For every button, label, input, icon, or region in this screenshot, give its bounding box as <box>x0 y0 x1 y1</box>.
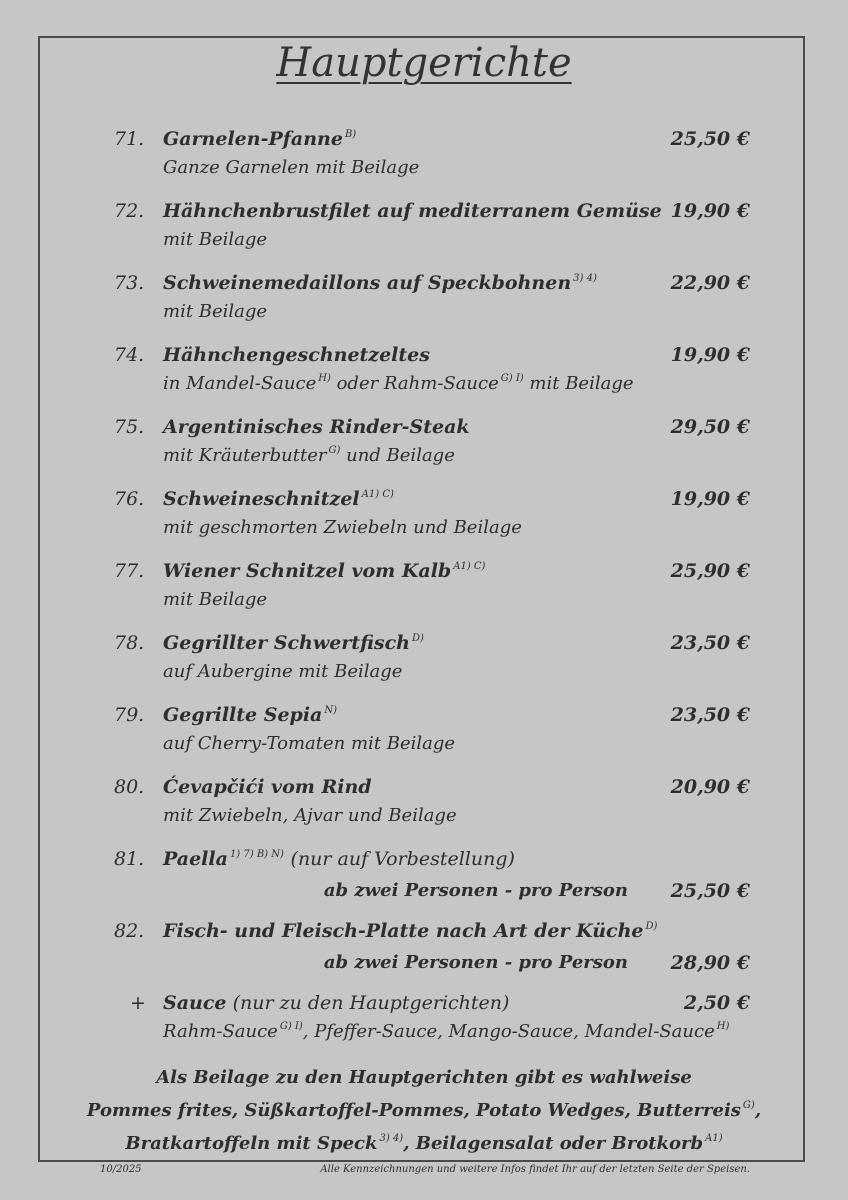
item-description: in Mandel-Sauce $^{H)}$ oder Rahm-Sauce $^{G) I)}$ mit Beilage <box>163 373 634 394</box>
item-number: 81. <box>114 848 145 870</box>
item-price: 23,50 € <box>670 632 750 654</box>
item-number: 77. <box>114 560 145 582</box>
item-number: 72. <box>114 200 145 222</box>
item-name: Wiener Schnitzel vom Kalb $^{A1) C)}$ <box>163 560 486 582</box>
plus-sign: + <box>130 992 146 1014</box>
item-number: 79. <box>114 704 145 726</box>
item-price: 22,90 € <box>670 272 750 294</box>
item-name: Schweineschnitzel $^{A1) C)}$ <box>163 488 394 510</box>
item-price: 28,90 € <box>670 952 750 974</box>
menu-item <box>0 128 848 194</box>
menu-item <box>0 560 848 626</box>
item-number: 75. <box>114 416 145 438</box>
menu-item <box>0 272 848 338</box>
menu-item-paella <box>0 848 848 914</box>
item-number: 73. <box>114 272 145 294</box>
item-name: Sauce (nur zu den Hauptgerichten) <box>163 992 510 1014</box>
item-description: mit Zwiebeln, Ajvar und Beilage <box>163 805 457 826</box>
footer-date: 10/2025 <box>100 1164 142 1175</box>
item-subnote: ab zwei Personen - pro Person <box>323 880 628 901</box>
menu-item <box>0 416 848 482</box>
item-price: 23,50 € <box>670 704 750 726</box>
menu-item <box>0 488 848 554</box>
item-description: auf Cherry-Tomaten mit Beilage <box>163 733 456 754</box>
item-number: 82. <box>114 920 145 942</box>
item-number: 80. <box>114 776 145 798</box>
item-description: mit Kräuterbutter $^{G)}$ und Beilage <box>163 445 455 466</box>
item-number: 76. <box>114 488 145 510</box>
item-description: mit geschmorten Zwiebeln und Beilage <box>163 517 522 538</box>
menu-item <box>0 776 848 842</box>
item-name: Argentinisches Rinder-Steak <box>163 416 470 438</box>
item-name: Gegrillter Schwertfisch $^{D)}$ <box>163 632 424 654</box>
item-description: Ganze Garnelen mit Beilage <box>163 157 420 178</box>
item-number: 74. <box>114 344 145 366</box>
note-line-2: Pommes frites, Süßkartoffel-Pommes, Potato Wedges, Butterreis $^{G)}$, <box>86 1100 762 1121</box>
footer-info: Alle Kennzeichnungen und weitere Infos findet Ihr auf der letzten Seite der Speisen. <box>320 1164 750 1175</box>
item-price: 20,90 € <box>670 776 750 798</box>
item-price: 19,90 € <box>670 344 750 366</box>
item-name: Garnelen-Pfanne $^{B)}$ <box>163 128 357 150</box>
item-subnote: ab zwei Personen - pro Person <box>323 952 628 973</box>
item-number: 78. <box>114 632 145 654</box>
menu-item <box>0 632 848 698</box>
item-description: mit Beilage <box>163 301 268 322</box>
item-name: Gegrillte Sepia $^{N)}$ <box>163 704 338 726</box>
item-price: 2,50 € <box>683 992 750 1014</box>
item-description: Rahm-Sauce $^{G) I)}$, Pfeffer-Sauce, Mango-Sauce, Mandel-Sauce $^{H)}$ <box>163 1021 730 1042</box>
menu-item <box>0 704 848 770</box>
page-title: Hauptgerichte <box>276 40 572 86</box>
menu-item <box>0 344 848 410</box>
menu-item <box>0 200 848 266</box>
item-name: Ćevapčići vom Rind <box>163 776 372 798</box>
side-dish-note <box>0 1064 848 1158</box>
menu-item-platte <box>0 920 848 986</box>
item-name: Hähnchengeschnetzeltes <box>163 344 430 366</box>
item-price: 19,90 € <box>670 200 750 222</box>
item-price: 25,50 € <box>670 128 750 150</box>
item-price: 19,90 € <box>670 488 750 510</box>
menu-item-sauce <box>0 992 848 1058</box>
item-price: 29,50 € <box>670 416 750 438</box>
note-line-1: Als Beilage zu den Hauptgerichten gibt es wahlweise <box>156 1067 692 1088</box>
item-name: Fisch- und Fleisch-Platte nach Art der Küche $^{D)}$ <box>163 920 658 942</box>
note-line-3: Bratkartoffeln mit Speck $^{3) 4)}$, Beilagensalat oder Brotkorb $^{A1)}$ <box>125 1133 723 1154</box>
item-name: Hähnchenbrustfilet auf mediterranem Gemüse <box>163 200 662 222</box>
item-name: Paella $^{1) 7) B) N)}$ (nur auf Vorbestellung) <box>163 848 515 870</box>
item-description: auf Aubergine mit Beilage <box>163 661 403 682</box>
item-description: mit Beilage <box>163 589 268 610</box>
item-price: 25,90 € <box>670 560 750 582</box>
item-price: 25,50 € <box>670 880 750 902</box>
item-name: Schweinemedaillons auf Speckbohnen $^{3) 4)}$ <box>163 272 597 294</box>
item-description: mit Beilage <box>163 229 268 250</box>
item-number: 71. <box>114 128 145 150</box>
